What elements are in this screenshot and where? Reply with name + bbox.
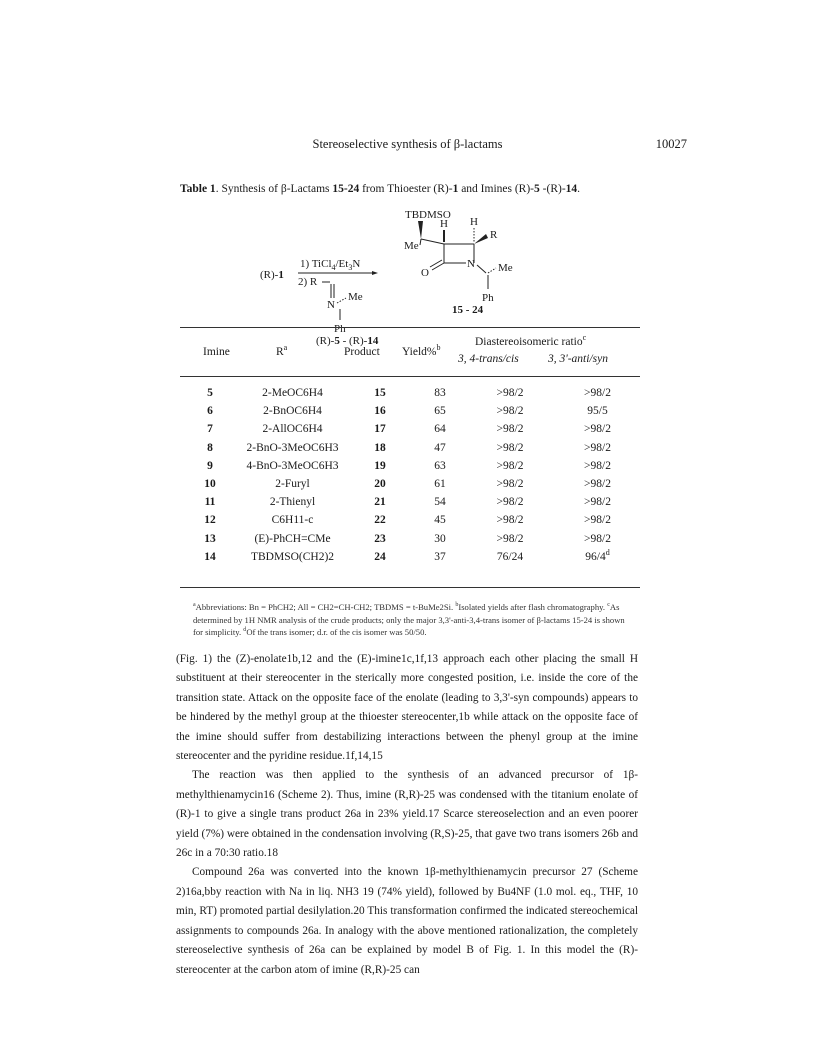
cell-transcis-text: >98/2 <box>496 478 524 491</box>
caption-imine-start: 5 <box>534 183 540 195</box>
cell-imine <box>180 475 240 493</box>
cell-imine <box>180 493 240 511</box>
cell-product <box>345 475 415 493</box>
cell-r-text: 2-Furyl <box>275 478 310 491</box>
product-ph: Ph <box>482 292 494 304</box>
cell-r <box>240 548 345 566</box>
cell-yield <box>415 530 465 548</box>
cell-imine-text: 9 <box>207 459 213 472</box>
footnote-d: Of the trans isomer; d.r. of the cis isomer was 50/50. <box>246 627 427 638</box>
cell-antisyn-text: 95/5 <box>587 405 608 418</box>
cell-r <box>240 511 345 529</box>
cell-yield-text: 83 <box>434 387 446 400</box>
caption-imine-end: 14 <box>565 183 578 195</box>
paragraph-1: (Fig. 1) the (Z)-enolate1b,12 and the (E)-imine1c,1f,13 approach each other placing the small H substituent at their stereocenter in the sterically more congested position, i.e. inside the core of the transition state. Attack on the opposite face of the enolate (leading to 3,3'-syn compounds) appears to be hindered by the methyl group at the thioester stereocenter,1b while attack on the opposite face of the imine should suffer from destabilizing interactions between the phenyl group at the imine stereocenter and the pyridine residue.1f,14,15 <box>176 653 638 763</box>
cell-r-text: 4-BnO-3MeOC6H3 <box>246 459 339 472</box>
table-row <box>180 457 640 475</box>
cell-yield-text: 65 <box>434 405 446 418</box>
table-body <box>180 384 640 566</box>
cell-r-text: 2-MeOC6H4 <box>262 387 323 400</box>
cell-transcis <box>465 384 555 402</box>
cell-yield-text: 45 <box>434 514 446 527</box>
carbonyl-bond <box>430 260 442 267</box>
cell-product-text: 23 <box>374 532 386 545</box>
cell-yield-text: 63 <box>434 459 446 472</box>
cell-antisyn <box>555 548 640 566</box>
bond <box>337 298 346 303</box>
cell-imine <box>180 457 240 475</box>
cell-r-text: 2-Thienyl <box>269 496 316 509</box>
cell-transcis-text: >98/2 <box>496 387 524 400</box>
cell-transcis-text: >98/2 <box>496 459 524 472</box>
product-h1: H <box>440 218 448 230</box>
cell-yield-text: 61 <box>434 478 446 491</box>
cell-antisyn <box>555 439 640 457</box>
wedge-bond <box>418 221 423 239</box>
caption-text: -(R)- <box>539 183 566 195</box>
cell-transcis <box>465 548 555 566</box>
caption-text: . Synthesis of β-Lactams <box>215 183 333 195</box>
cell-antisyn <box>555 420 640 438</box>
cell-yield <box>415 511 465 529</box>
cell-product <box>345 530 415 548</box>
wedge-bond <box>474 234 488 244</box>
cell-product <box>345 457 415 475</box>
cell-transcis <box>465 511 555 529</box>
bond <box>421 239 444 244</box>
footnote-a: Abbreviations: Bn = PhCH2; All = CH2=CH-CH2; TBDMS = t-BuMe2Si. <box>195 602 454 612</box>
cell-transcis-text: >98/2 <box>496 514 524 527</box>
cell-product-text: 18 <box>374 441 386 454</box>
carbonyl-bond <box>432 263 444 270</box>
cell-antisyn <box>555 530 640 548</box>
cell-transcis-text: 76/24 <box>496 550 524 563</box>
product-h2: H <box>470 216 478 228</box>
product-tbdmso: TBDMSO <box>405 209 451 221</box>
footnote-b: Isolated yields after flash chromatography. <box>458 602 606 612</box>
product-r: R <box>490 229 498 241</box>
cell-antisyn <box>555 511 640 529</box>
data-table <box>180 384 640 566</box>
cell-yield-text: 54 <box>434 496 446 509</box>
col-dr <box>475 333 587 348</box>
cell-r <box>240 402 345 420</box>
cell-imine <box>180 511 240 529</box>
cell-transcis-text: >98/2 <box>496 423 524 436</box>
cell-imine-text: 14 <box>204 550 216 563</box>
cell-yield-text: 30 <box>434 532 446 545</box>
cell-antisyn <box>555 493 640 511</box>
product-label: 15 - 24 <box>452 304 484 316</box>
cell-imine <box>180 420 240 438</box>
table-row <box>180 548 640 566</box>
footnote-c: As determined by 1H NMR analysis of the crude products; only the major 3,3'-anti-3,4-trans isomer of β-lactams 15-24 is shown for simplicity. <box>193 602 625 638</box>
cell-antisyn-text: >98/2 <box>584 496 611 509</box>
cell-product-text: 20 <box>374 478 386 491</box>
cell-antisyn-sup: d <box>605 547 610 557</box>
cell-imine-text: 10 <box>204 478 216 491</box>
cell-imine-text: 12 <box>204 514 216 527</box>
cell-product <box>345 548 415 566</box>
cell-yield <box>415 457 465 475</box>
cell-product-text: 15 <box>374 387 386 400</box>
bond <box>477 265 486 273</box>
cell-product-text: 24 <box>374 550 386 563</box>
product-n: N <box>467 258 475 270</box>
paragraph-3: Compound 26a was converted into the known 1β-methylthienamycin precursor 27 (Scheme 2)16a,bby reaction with Na in liq. NH3 19 (74% yield), followed by Bu4NF (1.0 mol. eq., THF, 10 min, RT) promoted partial desilylation.20 This transformation confirmed the indicated stereochemical assignments to compounds 26a. In analogy with the above mentioned rationalization, the completely stereoselective synthesis of 26a can be explained by model B of Fig. 1. In this model the (R)-stereocenter at the carbon atom of imine (R,R)-25 can <box>176 866 638 976</box>
cell-product-text: 16 <box>374 405 386 418</box>
col-r-text: R <box>276 346 284 358</box>
cell-antisyn <box>555 457 640 475</box>
table-row <box>180 439 640 457</box>
product-o: O <box>421 267 429 279</box>
cell-antisyn <box>555 384 640 402</box>
caption-text: from Thioester (R)- <box>359 183 453 195</box>
cell-yield <box>415 439 465 457</box>
cell-product-text: 19 <box>374 459 386 472</box>
table-footnote <box>193 601 633 639</box>
cell-imine-text: 7 <box>207 423 213 436</box>
cell-yield <box>415 384 465 402</box>
cell-transcis-text: >98/2 <box>496 496 524 509</box>
cell-transcis <box>465 402 555 420</box>
cell-product <box>345 384 415 402</box>
step2-label: 2) R <box>298 276 318 288</box>
bond <box>420 239 421 245</box>
cell-r <box>240 475 345 493</box>
cell-r-text: TBDMSO(CH2)2 <box>250 550 335 563</box>
table-row <box>180 384 640 402</box>
cell-imine <box>180 530 240 548</box>
imine-n: N <box>327 299 335 311</box>
cell-r <box>240 493 345 511</box>
cell-r <box>240 420 345 438</box>
col-dr-transcis: 3, 4-trans/cis <box>458 353 519 365</box>
page-number: 10027 <box>655 137 687 151</box>
footnote-b-mark: b <box>455 602 459 609</box>
col-r <box>276 343 288 358</box>
table-bottom-rule <box>180 587 640 588</box>
cell-transcis <box>465 530 555 548</box>
cell-product <box>345 439 415 457</box>
cell-imine-text: 5 <box>207 387 213 400</box>
reactant-label: (R)-1 <box>260 269 284 281</box>
footnote-a-mark: a <box>193 602 196 609</box>
cell-product-text: 22 <box>374 514 386 527</box>
cell-imine-text: 13 <box>204 532 216 545</box>
cell-product <box>345 402 415 420</box>
cell-yield-text: 64 <box>434 423 446 436</box>
cell-transcis <box>465 420 555 438</box>
paragraph-2: The reaction was then applied to the synthesis of an advanced precursor of 1β-methylthienamycin16 (Scheme 2). Thus, imine (R,R)-25 was condensed with the titanium enolate of (R)-1 to give a single trans product 26a in 23% yield.17 Scarce stereoselection and an even poorer yield (7%) were obtained in the condensation involving (R,S)-25, that gave two trans isomers 26b and 26c in a 70:30 ratio.18 <box>176 769 638 860</box>
cell-product-text: 21 <box>374 496 386 509</box>
cell-antisyn-text: >98/2 <box>584 441 611 454</box>
table-caption <box>180 183 580 195</box>
caption-products: 15-24 <box>332 183 360 195</box>
cell-transcis-text: >98/2 <box>496 405 524 418</box>
footnote-c-mark: c <box>607 602 610 609</box>
cell-imine-text: 11 <box>204 496 216 509</box>
table-row <box>180 511 640 529</box>
col-dr-text: Diastereoisomeric ratio <box>475 336 583 348</box>
step1-label: 1) $TiCl_4/Et_3N$ <box>300 258 361 272</box>
running-title: Stereoselective synthesis of β-lactams <box>312 137 503 151</box>
cell-yield <box>415 475 465 493</box>
cell-transcis <box>465 457 555 475</box>
table-top-rule <box>180 327 640 328</box>
cell-antisyn <box>555 475 640 493</box>
cell-yield-text: 37 <box>434 550 446 563</box>
arrow-head <box>372 271 378 275</box>
product-me: Me <box>404 240 419 252</box>
cell-product-text: 17 <box>374 423 386 436</box>
cell-antisyn-text: 96/4 <box>585 550 606 563</box>
col-dr-antisyn: 3, 3'-anti/syn <box>548 353 608 365</box>
table-row <box>180 402 640 420</box>
caption-label: Table 1 <box>180 183 216 195</box>
cell-r <box>240 384 345 402</box>
cell-r-text: 2-BnO-3MeOC6H3 <box>246 441 339 454</box>
cell-r-text: C6H11-c <box>271 514 314 527</box>
footnote-d-mark: d <box>243 627 247 634</box>
cell-antisyn-text: >98/2 <box>584 423 611 436</box>
col-yield-sup: b <box>436 343 441 353</box>
cell-yield <box>415 548 465 566</box>
cell-imine-text: 6 <box>207 405 213 418</box>
cell-yield <box>415 493 465 511</box>
table-row <box>180 530 640 548</box>
cell-imine <box>180 439 240 457</box>
table-row <box>180 420 640 438</box>
cell-imine <box>180 548 240 566</box>
cell-antisyn-text: >98/2 <box>584 387 611 400</box>
cell-r-text: 2-BnOC6H4 <box>263 405 322 418</box>
caption-text: and Imines (R)- <box>458 183 535 195</box>
table-row <box>180 493 640 511</box>
cell-r <box>240 439 345 457</box>
col-yield <box>402 343 441 358</box>
cell-antisyn-text: >98/2 <box>584 459 611 472</box>
cell-yield <box>415 402 465 420</box>
product-me2: Me <box>498 262 513 274</box>
col-r-sup: a <box>283 343 288 353</box>
imine-range-label: (R)-5 - (R)-14 <box>316 335 379 347</box>
cell-antisyn-text: >98/2 <box>584 478 611 491</box>
cell-transcis <box>465 493 555 511</box>
col-yield-text: Yield% <box>402 346 437 358</box>
cell-r <box>240 530 345 548</box>
imine-me: Me <box>348 291 363 303</box>
cell-transcis <box>465 475 555 493</box>
cell-antisyn-text: >98/2 <box>584 532 611 545</box>
cell-transcis-text: >98/2 <box>496 532 524 545</box>
cell-antisyn <box>555 402 640 420</box>
col-dr-sup: c <box>582 333 587 343</box>
cell-product <box>345 493 415 511</box>
table-row <box>180 475 640 493</box>
cell-product <box>345 420 415 438</box>
cell-r <box>240 457 345 475</box>
col-imine: Imine <box>203 346 230 358</box>
cell-imine <box>180 384 240 402</box>
bond <box>488 268 496 273</box>
table-header-rule <box>180 376 640 377</box>
cell-transcis <box>465 439 555 457</box>
cell-yield <box>415 420 465 438</box>
imine-ph: Ph <box>334 323 346 335</box>
caption-text: . <box>577 183 581 195</box>
cell-r-text: 2-AllOC6H4 <box>262 423 323 436</box>
col-product: Product <box>344 346 380 358</box>
cell-yield-text: 47 <box>434 441 446 454</box>
cell-imine-text: 8 <box>207 441 213 454</box>
caption-thioester: 1 <box>452 183 459 195</box>
body-text <box>176 650 638 980</box>
cell-imine <box>180 402 240 420</box>
cell-transcis-text: >98/2 <box>496 441 524 454</box>
cell-antisyn-text: >98/2 <box>584 514 611 527</box>
cell-product <box>345 511 415 529</box>
cell-r-text: (E)-PhCH=CMe <box>254 532 331 545</box>
